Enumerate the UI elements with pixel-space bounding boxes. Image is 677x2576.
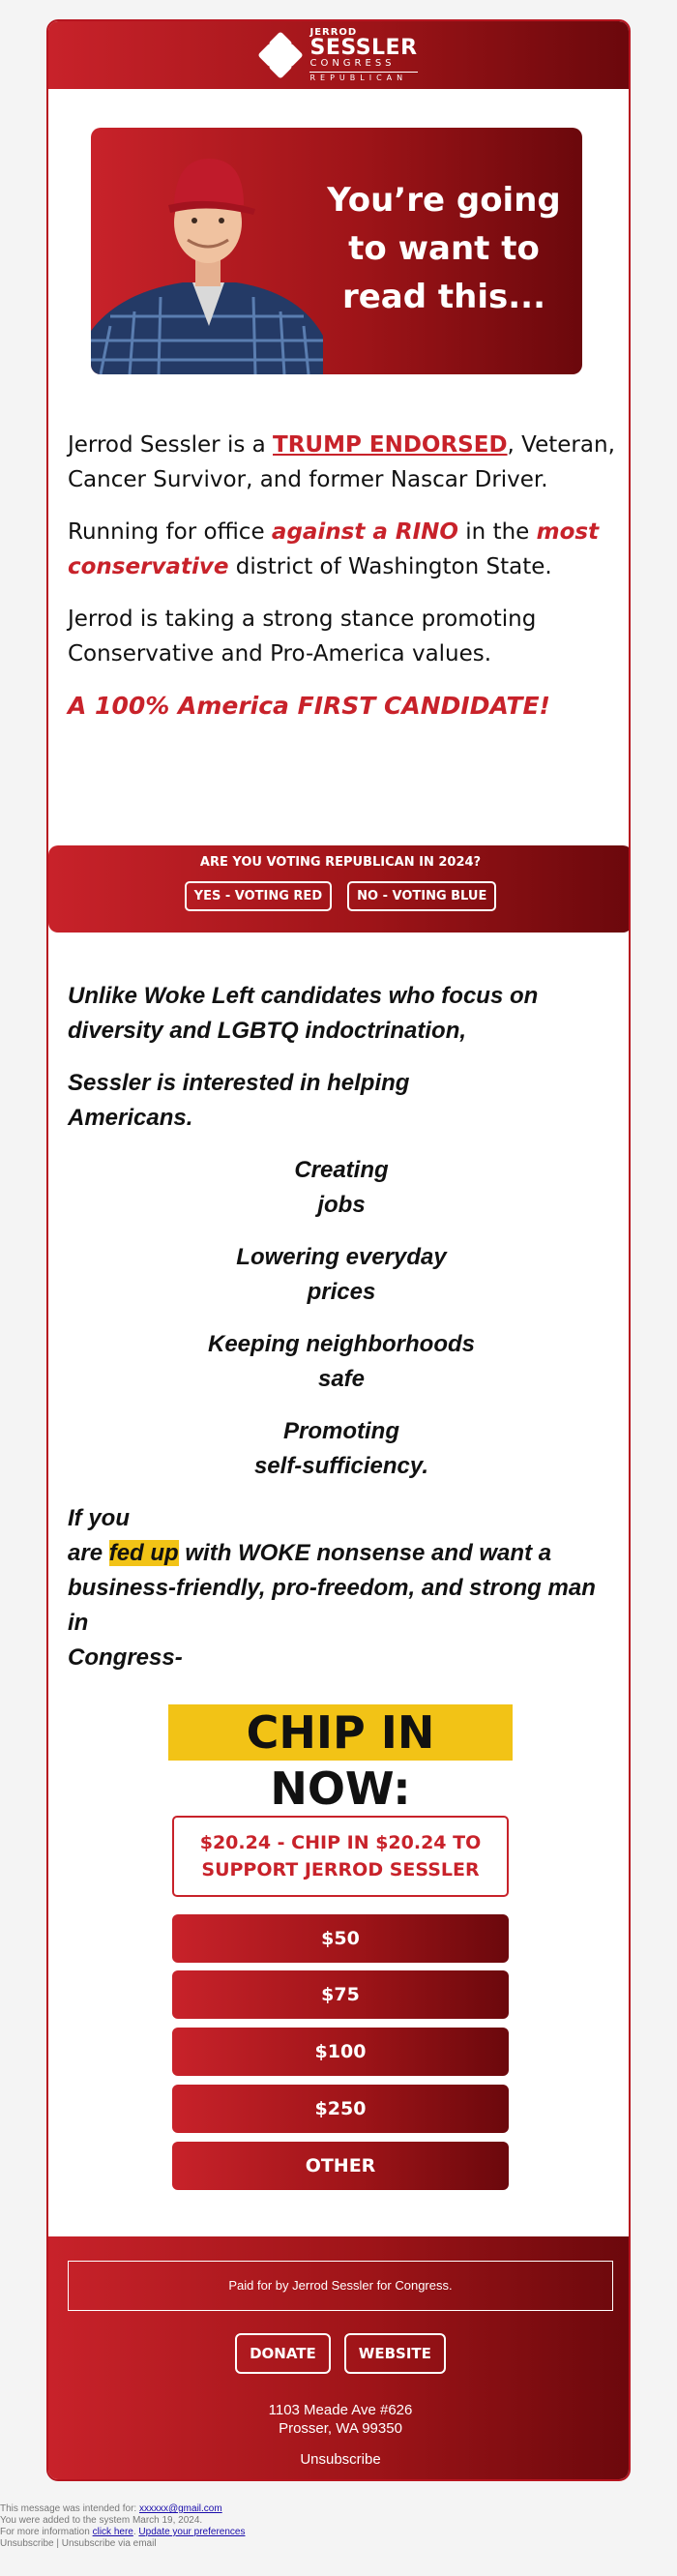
update-preferences-link[interactable]: Update your preferences [138, 2527, 246, 2537]
intro-p2-mid: in the [457, 519, 537, 545]
hero-banner [91, 128, 582, 374]
logo-party: REPUBLICAN [309, 72, 417, 82]
america-first-tagline: A 100% America FIRST CANDIDATE! [68, 692, 550, 720]
intro-section [68, 428, 615, 741]
list-item [68, 1240, 615, 1310]
donate-250-button[interactable]: $250 [172, 2085, 509, 2133]
added-line: You were added to the system March 19, 2024. [0, 2515, 203, 2526]
fed-up-line-1: If you [68, 1505, 130, 1531]
intended-for-label: This message was intended for: [0, 2503, 139, 2514]
fed-up-pre: are [68, 1540, 109, 1566]
body-section [68, 979, 615, 1693]
list-item-line-2: prices [307, 1279, 376, 1305]
address-line-1: 1103 Meade Ave #626 [268, 2402, 413, 2418]
intro-paragraph-3: Jerrod is taking a strong stance promoting Conservative and Pro-America values. [68, 607, 537, 666]
vote-blue-button[interactable]: NO - VOTING BLUE [347, 881, 496, 911]
logo-first-name: JERROD [309, 27, 358, 38]
sessler-line-2: Americans. [68, 1105, 193, 1131]
woke-left-paragraph: Unlike Woke Left candidates who focus on diversity and LGBTQ indoctrination, [68, 983, 539, 1044]
fed-up-post: with WOKE nonsense and want a business-friendly, pro-freedom, and strong man in [68, 1540, 596, 1636]
more-info-label: For more information [0, 2527, 93, 2537]
logo-mark-icon [259, 34, 302, 76]
intro-p1-text: Jerrod Sessler is a [68, 432, 274, 458]
logo-text [309, 28, 417, 82]
meta-unsubscribe-line[interactable]: Unsubscribe | Unsubscribe via email [0, 2538, 157, 2549]
sessler-paragraph [68, 1066, 615, 1136]
hero-headline: You’re going to want to read this... [327, 181, 561, 316]
footer-unsubscribe-link[interactable]: Unsubscribe [300, 2451, 381, 2468]
logo-last-name: SESSLER [309, 36, 418, 60]
intro-paragraph-1 [68, 428, 615, 497]
footer-buttons [48, 2333, 631, 2374]
campaign-logo [259, 28, 417, 82]
voting-poll [48, 845, 631, 933]
click-here-link[interactable]: click here [92, 2527, 133, 2537]
more-info-sep: . [132, 2527, 139, 2537]
footer [48, 2236, 631, 2481]
more-info-line [0, 2527, 245, 2538]
donate-other-button[interactable]: OTHER [172, 2142, 509, 2190]
fed-up-highlight: fed up [108, 1540, 179, 1566]
footer-website-button[interactable]: WEBSITE [344, 2333, 446, 2374]
list-item [68, 1153, 615, 1223]
most-conservative-emphasis: most conservative [68, 519, 600, 579]
intro-p1-tail: , Veteran, Cancer Survivor, and former Nascar Driver. [68, 432, 615, 492]
list-item-line-2: jobs [317, 1192, 366, 1218]
against-rino-emphasis: against a RINO [271, 519, 458, 545]
sessler-line-1: Sessler is interested in helping [68, 1070, 410, 1096]
mailing-address [48, 2401, 631, 2438]
list-item-line-1: Creating [294, 1157, 389, 1183]
logo-congress: CONGRESS [309, 58, 396, 69]
donate-75-button[interactable]: $75 [172, 1970, 509, 2019]
vote-red-button[interactable]: YES - VOTING RED [185, 881, 332, 911]
list-item-line-1: Promoting [283, 1418, 399, 1444]
list-item-line-1: Keeping neighborhoods [208, 1331, 475, 1357]
recipient-email-link[interactable]: xxxxxx@gmail.com [138, 2503, 222, 2514]
poll-question: ARE YOU VOTING REPUBLICAN IN 2024? [199, 855, 482, 870]
donate-100-button[interactable]: $100 [172, 2028, 509, 2076]
donate-50-button[interactable]: $50 [172, 1914, 509, 1963]
candidate-photo [91, 128, 323, 374]
chip-in-title: CHIP IN NOW: [168, 1704, 513, 1761]
intro-p2-tail: district of Washington State. [228, 554, 552, 579]
list-item [68, 1327, 615, 1397]
list-item-line-2: safe [317, 1366, 366, 1392]
footer-donate-button[interactable]: DONATE [235, 2333, 331, 2374]
intro-paragraph-2 [68, 515, 615, 584]
email-card [46, 19, 631, 2481]
intro-p2-text: Running for office [68, 519, 272, 545]
intended-for-line [0, 2503, 245, 2515]
poll-buttons [48, 881, 631, 911]
address-line-2: Prosser, WA 99350 [279, 2420, 402, 2437]
donate-2024-button[interactable]: $20.24 - CHIP IN $20.24 TO SUPPORT JERROD SESSLER [172, 1816, 509, 1897]
fed-up-last-line: Congress- [68, 1644, 183, 1671]
email-meta [0, 2503, 245, 2550]
header-banner [48, 21, 629, 89]
fed-up-paragraph [68, 1501, 615, 1675]
fed-up-line-2 [68, 1536, 615, 1641]
list-item-line-2: self-sufficiency. [253, 1453, 429, 1479]
paid-for-notice: Paid for by Jerrod Sessler for Congress. [68, 2261, 613, 2311]
list-item [68, 1414, 615, 1484]
trump-endorsed-link[interactable]: TRUMP ENDORSED [273, 432, 508, 458]
list-item-line-1: Lowering everyday [236, 1244, 447, 1270]
